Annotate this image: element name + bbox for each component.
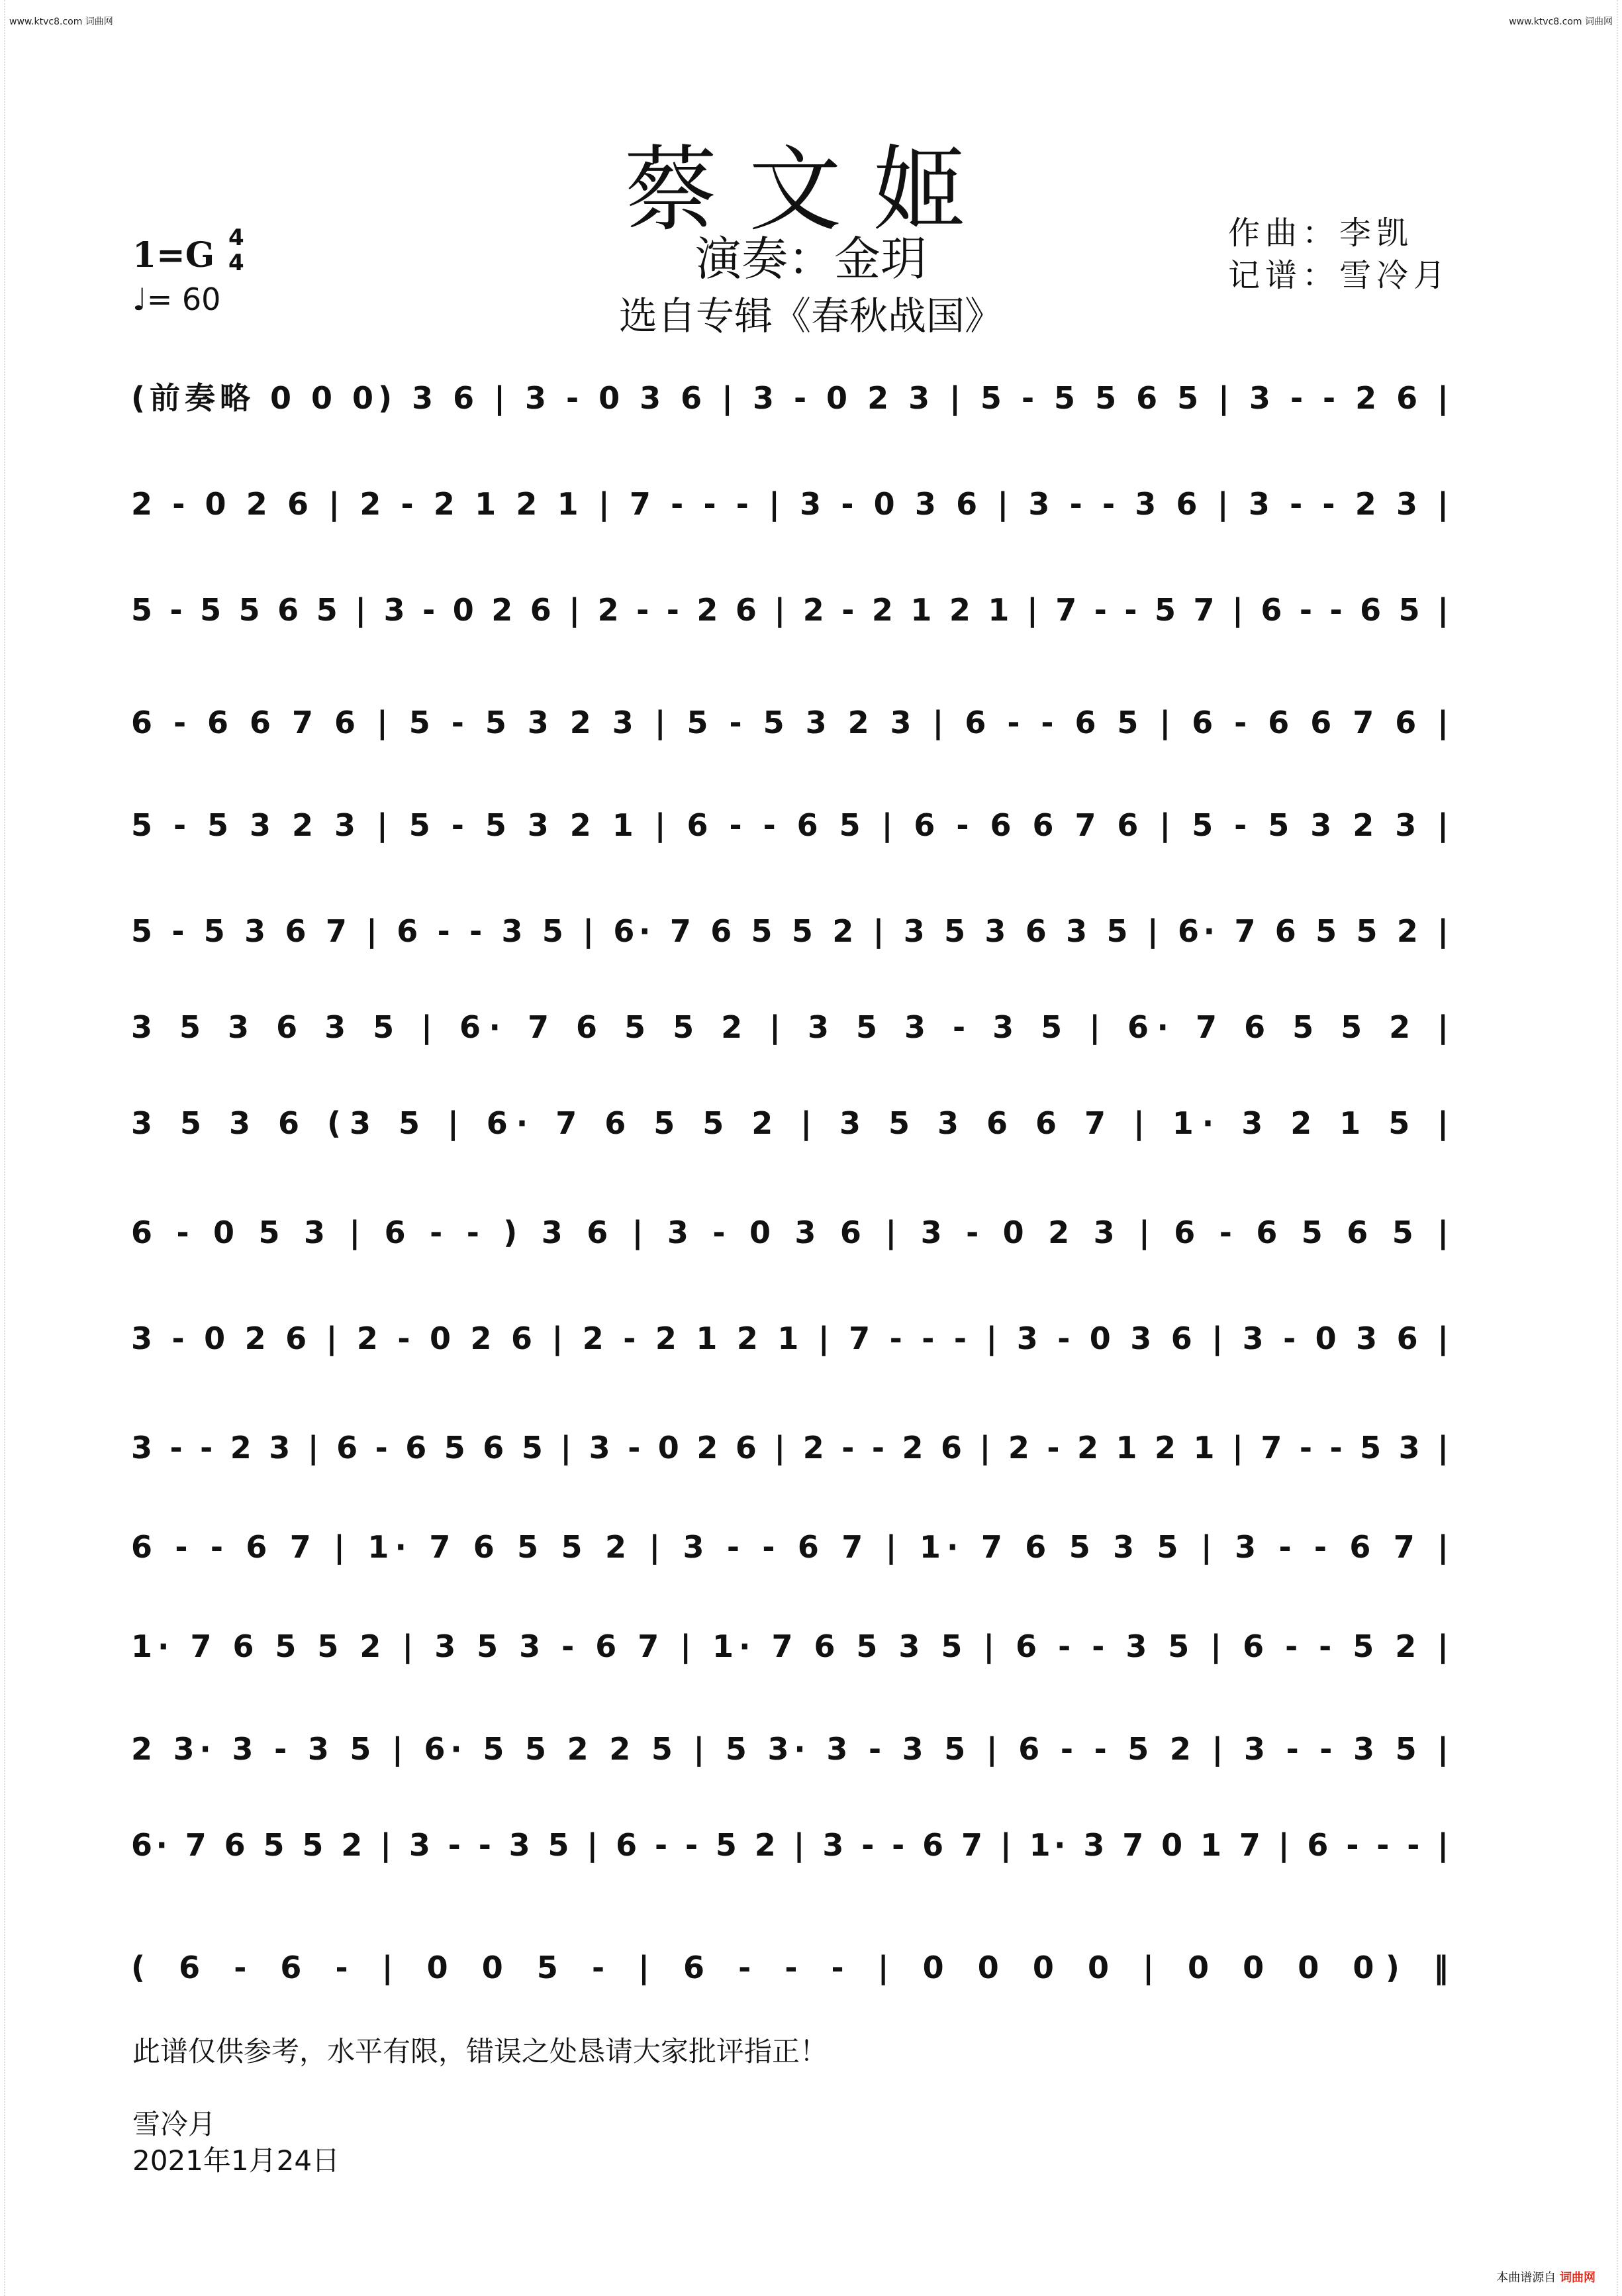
system-svg [131, 1093, 1455, 1159]
system-notes: 5 - 5 3 6 7 | 6 - - 3 5 | 6· 7 6 5 5 2 | 3 5 3 6 3 5 | 6· 7 6 5 5 2 | [131, 913, 1449, 949]
source-stamp-logo: 词曲网 [1560, 2271, 1596, 2285]
credits [1228, 212, 1451, 297]
system-svg [131, 692, 1455, 758]
system-svg [131, 1616, 1455, 1682]
system-notes: 3 - 0 2 6 | 2 - 0 2 6 | 2 - 2 1 2 1 | 7 - - - | 3 - 0 3 6 | 3 - 0 3 6 | [131, 1321, 1449, 1356]
album-source: 选自专辑《春秋战国》 [618, 293, 1003, 338]
score-system-2 [131, 474, 1455, 540]
meter-bottom: 4 [228, 250, 244, 276]
score-system-10 [131, 1308, 1455, 1374]
system-svg [131, 1719, 1455, 1785]
score-system-5 [131, 795, 1455, 861]
score-system-1 [131, 368, 1455, 434]
system-svg [131, 795, 1455, 861]
footer-note: 此谱仅供参考，水平有限，错误之处恳请大家批评指正！ [132, 2035, 828, 2068]
system-notes: 6 - - 6 7 | 1· 7 6 5 5 2 | 3 - - 6 7 | 1· 7 6 5 3 5 | 3 - - 6 7 | [131, 1529, 1449, 1565]
source-stamp [1496, 2268, 1596, 2285]
system-svg [131, 1308, 1455, 1374]
system-svg [131, 901, 1455, 967]
composer: 作曲：李凯 [1228, 215, 1414, 252]
system-svg [131, 1937, 1455, 2003]
score-system-15 [131, 1815, 1455, 1881]
score-system-11 [131, 1417, 1455, 1483]
score-system-7 [131, 997, 1455, 1063]
system-notes: (前奏略 0 0 0) 3 6 | 3 - 0 3 6 | 3 - 0 2 3 | 5 - 5 5 6 5 | 3 - - 2 6 | [131, 380, 1449, 416]
right-edge-watermark [1613, 0, 1618, 2296]
system-svg [131, 579, 1455, 646]
score-system-6 [131, 901, 1455, 967]
system-notes: 2 - 0 2 6 | 2 - 2 1 2 1 | 7 - - - | 3 - 0 3 6 | 3 - - 3 6 | 3 - - 2 3 | [131, 486, 1449, 522]
score-system-12 [131, 1517, 1455, 1583]
system-notes: 3 - - 2 3 | 6 - 6 5 6 5 | 3 - 0 2 6 | 2 - - 2 6 | 2 - 2 1 2 1 | 7 - - 5 3 | [131, 1430, 1449, 1466]
system-svg [131, 1517, 1455, 1583]
score-system-3 [131, 579, 1455, 646]
system-notes: 3 5 3 6 3 5 | 6· 7 6 5 5 2 | 3 5 3 - 3 5 | 6· 7 6 5 5 2 | [131, 1009, 1449, 1045]
performer: 演奏：金玥 [695, 232, 927, 286]
top-left-watermark: www.ktvc8.com 词曲网 [9, 17, 113, 27]
system-svg [131, 474, 1455, 540]
score-system-14 [131, 1719, 1455, 1785]
footer-date: 2021年1月24日 [132, 2144, 340, 2177]
left-edge-watermark [4, 0, 9, 2296]
score-system-13 [131, 1616, 1455, 1682]
system-notes: 1· 7 6 5 5 2 | 3 5 3 - 6 7 | 1· 7 6 5 3 5 | 6 - - 3 5 | 6 - - 5 2 | [131, 1628, 1449, 1664]
score-title: 蔡文姬 [624, 136, 998, 244]
meter-top: 4 [228, 225, 244, 251]
system-notes: 5 - 5 3 2 3 | 5 - 5 3 2 1 | 6 - - 6 5 | 6 - 6 6 7 6 | 5 - 5 3 2 3 | [131, 807, 1449, 843]
system-svg [131, 368, 1455, 434]
system-svg [131, 1417, 1455, 1483]
score-system-8 [131, 1093, 1455, 1159]
top-right-watermark: www.ktvc8.com 词曲网 [1509, 17, 1613, 27]
source-stamp-text: 本曲谱源自 [1496, 2271, 1556, 2285]
system-notes: 6· 7 6 5 5 2 | 3 - - 3 5 | 6 - - 5 2 | 3 - - 6 7 | 1· 3 7 0 1 7 | 6 - - - | [131, 1827, 1449, 1863]
system-notes: 3 5 3 6 (3 5 | 6· 7 6 5 5 2 | 3 5 3 6 6 7 | 1· 3 2 1 5 | [131, 1105, 1449, 1141]
tempo-marking: ♩= 60 [132, 281, 221, 317]
system-svg [131, 1815, 1455, 1881]
system-notes: 6 - 6 6 7 6 | 5 - 5 3 2 3 | 5 - 5 3 2 3 | 6 - - 6 5 | 6 - 6 6 7 6 | [131, 705, 1449, 740]
score-system-16 [131, 1937, 1455, 2003]
score-system-4 [131, 692, 1455, 758]
system-svg [131, 1202, 1455, 1268]
footer-author: 雪冷月 [132, 2108, 216, 2140]
transcriber: 记谱：雪冷月 [1228, 257, 1451, 294]
system-notes: 2 3· 3 - 3 5 | 6· 5 5 2 2 5 | 5 3· 3 - 3 5 | 6 - - 5 2 | 3 - - 3 5 | [131, 1731, 1449, 1767]
system-notes: 5 - 5 5 6 5 | 3 - 0 2 6 | 2 - - 2 6 | 2 - 2 1 2 1 | 7 - - 5 7 | 6 - - 6 5 | [131, 592, 1449, 628]
system-notes: 6 - 0 5 3 | 6 - - ) 3 6 | 3 - 0 3 6 | 3 - 0 2 3 | 6 - 6 5 6 5 | [131, 1215, 1449, 1250]
system-notes: ( 6 - 6 - | 0 0 5 - | 6 - - - | 0 0 0 0 | 0 0 0 0) ‖ [131, 1950, 1449, 1985]
key-signature: 1=G [132, 235, 215, 275]
system-svg [131, 997, 1455, 1063]
score-system-9 [131, 1202, 1455, 1268]
